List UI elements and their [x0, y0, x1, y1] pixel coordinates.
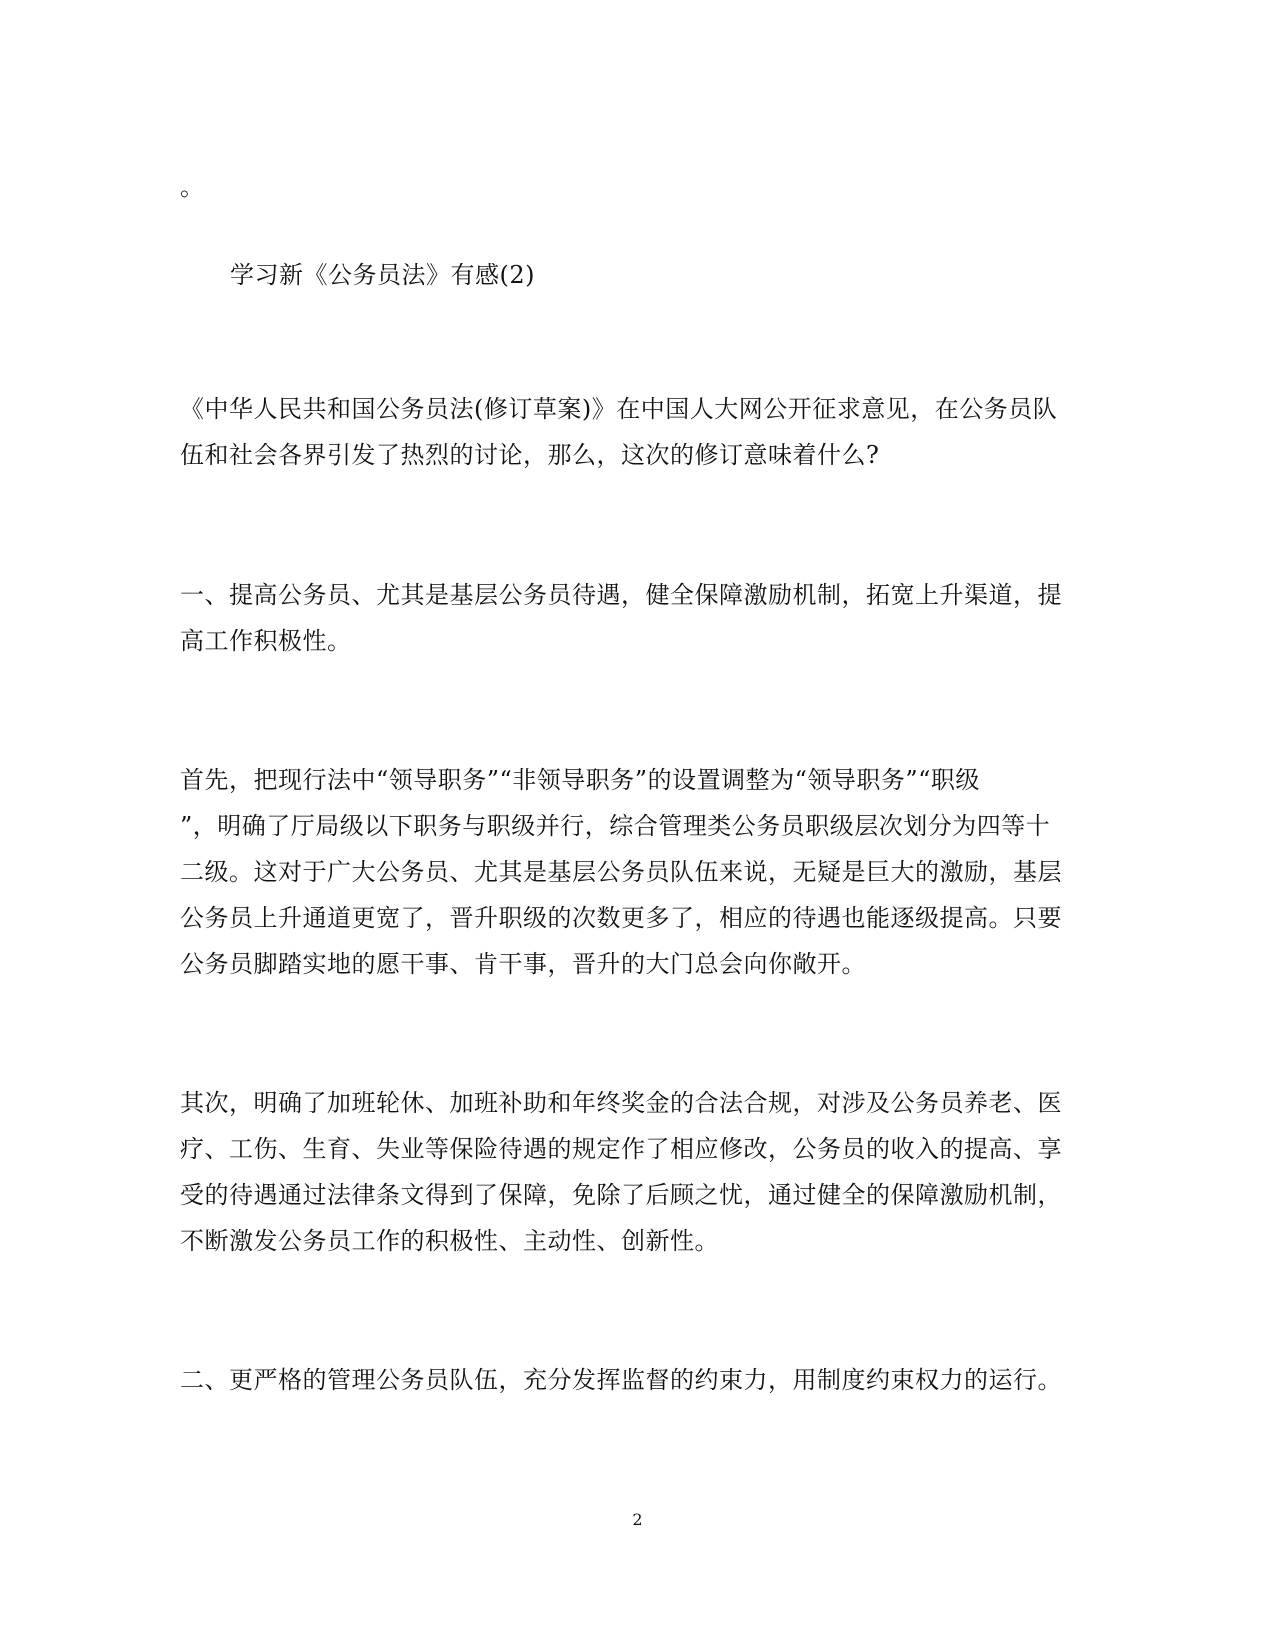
paragraph-4-line-4: 不断激发公务员工作的积极性、主动性、创新性。 [180, 1227, 719, 1255]
paragraph-3-line-4: 公务员上升通道更宽了，晋升职级的次数更多了，相应的待遇也能逐级提高。只要 [180, 904, 1062, 932]
document-title: 学习新《公务员法》有感(2) [230, 261, 535, 289]
page-number: 2 [632, 1510, 643, 1529]
paragraph-3-line-1: 首先，把现行法中“领导职务”“非领导职务”的设置调整为“领导职务”“职级 [180, 766, 980, 794]
paragraph-1-line-2: 伍和社会各界引发了热烈的讨论，那么，这次的修订意味着什么? [180, 441, 880, 469]
paragraph-1-line-1: 《中华人民共和国公务员法(修订草案)》在中国人大网公开征求意见，在公务员队 [180, 395, 1058, 423]
paragraph-4-line-1: 其次，明确了加班轮休、加班补助和年终奖金的合法合规，对涉及公务员养老、医 [180, 1089, 1062, 1117]
paragraph-3-line-2: ”，明确了厅局级以下职务与职级并行，综合管理类公务员职级层次划分为四等十 [180, 812, 1051, 840]
paragraph-5-line-1: 二、更严格的管理公务员队伍，充分发挥监督的约束力，用制度约束权力的运行。 [180, 1366, 1062, 1394]
paragraph-2-line-1: 一、提高公务员、尤其是基层公务员待遇，健全保障激励机制，拓宽上升渠道，提 [180, 581, 1062, 609]
paragraph-3-line-5: 公务员脚踏实地的愿干事、肯干事，晋升的大门总会向你敞开。 [180, 950, 866, 978]
paragraph-2-line-2: 高工作积极性。 [180, 627, 352, 655]
paragraph-4-line-3: 受的待遇通过法律条文得到了保障，免除了后顾之忧，通过健全的保障激励机制， [180, 1181, 1062, 1209]
leading-punctuation: 。 [180, 173, 205, 201]
paragraph-4-line-2: 疗、工伤、生育、失业等保险待遇的规定作了相应修改，公务员的收入的提高、享 [180, 1135, 1062, 1163]
paragraph-3-line-3: 二级。这对于广大公务员、尤其是基层公务员队伍来说，无疑是巨大的激励，基层 [180, 858, 1062, 886]
